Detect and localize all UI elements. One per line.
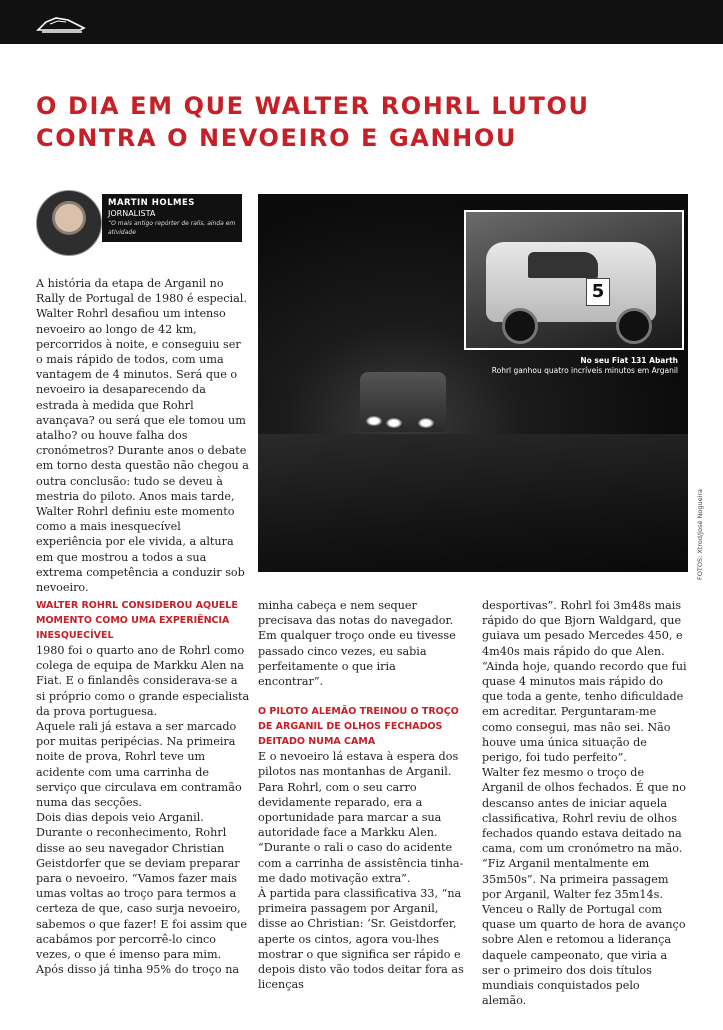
author-block <box>36 190 242 256</box>
subheading-1: WALTER ROHRL CONSIDEROU AQUELE MOMENTO COMO UMA EXPERIÊNCIA INESQUECÍVEL <box>36 600 238 641</box>
col2-paragraph-2: E o nevoeiro lá estava à espera dos pilotos nas montanhas de Arganil. Para Rohrl, com o seu carro devidamente reparado, era a oportunidade para marcar a sua autoridade face a Markku Alen. “Durante o rali o caso do acidente com a carrinha de assistência tinha-me dado motivação extra”. <box>258 750 464 885</box>
headlight-right <box>418 418 434 428</box>
author-info <box>102 194 242 242</box>
col1-paragraph-3: Dois dias depois veio Arganil. Durante o reconhecimento, Rohrl disse ao seu navegador Christian Geistdorfer que se deviam preparar para o nevoeiro. “Vamos fazer mais umas voltas ao troço para termos a certeza de que, caso surja nevoeiro, sabemos o que fazer! E foi assim que acabámos por percorrê-lo cinco vezes, o que é imenso para mim. Após disso já tinha 95% do troço na <box>36 811 248 977</box>
inset-car-window <box>528 252 598 278</box>
headlight-left <box>366 416 382 426</box>
col3-paragraph-1: desportivas”. Rohrl foi 3m48s mais rápido do que Bjorn Waldgard, que guiava um pesado Mercedes 450, e 4m40s mais rápido do que Alen. “Ainda hoje, quando recordo que fui quase 4 minutos mais rápido do que toda a gente, tenho dificuldade em acreditar. Perguntaram-me como consegui, mas não sei. Não houve uma única situação de perigo, foi tudo perfeito”. <box>482 599 687 765</box>
caption-text: Rohrl ganhou quatro incríveis minutos em Arganil <box>491 366 678 375</box>
inset-wheel-rear <box>616 308 652 344</box>
intro-paragraph: A história da etapa de Arganil no Rally de Portugal de 1980 é especial. Walter Rohrl desafiou um intenso nevoeiro ao longo de 42 km, percorridos à noite, e conseguiu ser o mais rápido de todos, com uma vantagem de 4 minutos. Será que o nevoeiro ia desaparecendo da estrada à medida que Rohrl avançava? ou será que ele tomou um atalho? ou houve falha dos cronómetros? Durante anos o debate em torno desta questão não chegou a outra conclusão: tudo se deveu à mestria do piloto. Anos mais tarde, Walter Rohrl definiu este momento como a mais inesquecível experiência por ele vivida, a altura em que mostrou a todos a sua extrema competência a conduzir sob nevoeiro. <box>36 277 249 595</box>
rally-night-photo <box>258 194 688 572</box>
inset-car-number: 5 <box>586 278 610 306</box>
column-2 <box>258 598 464 992</box>
inset-wheel-front <box>502 308 538 344</box>
col2-paragraph-1: minha cabeça e nem sequer precisava das notas do navegador. Em qualquer troço onde eu tivesse passado cinco vezes, eu sabia perfeitamente o que iria encontrar”. <box>258 599 456 689</box>
headlight-center <box>386 418 402 428</box>
photo-caption <box>492 356 678 376</box>
author-avatar <box>36 190 102 256</box>
author-role: JORNALISTA <box>108 209 156 218</box>
column-3 <box>482 598 687 1008</box>
header-bar <box>0 0 723 44</box>
column-1 <box>36 598 250 977</box>
author-name: MARTIN HOLMES <box>108 198 195 208</box>
photo-road <box>258 434 688 572</box>
col3-paragraph-2: Walter fez mesmo o troço de Arganil de olhos fechados. É que no descanso antes de iniciar aquela classificativa, Rohrl reviu de olhos fechados quando estava deitado na cama, com um cronómetro na mão. “Fiz Arganil mentalmente em 35m50s”. Na primeira passagem por Arganil, Walter fez 35m14s. Venceu o Rally de Portugal com quase um quarto de hora de avanço sobre Alen e retomou a liderança daquele campeonato, que viria a ser o primeiro dos dois títulos mundiais conquistados pelo alemão. <box>482 766 686 1008</box>
col1-paragraph-1: 1980 foi o quarto ano de Rohrl como colega de equipa de Markku Alen na Fiat. E o finlandês considerava-se a si próprio como o grande especialista da prova portuguesa. <box>36 644 250 718</box>
col2-paragraph-3: À partida para classificativa 33, “na primeira passagem por Arganil, disse ao Christian: ‘Sr. Geistdorfer, aperte os cintos, agora vou-lhes mostrar o que significa ser rápido e depois disto vão todos deitar fora as licenças <box>258 887 464 992</box>
author-description: “O mais antigo repórter de ralis, ainda em atividade <box>108 220 236 236</box>
photo-credit-text: FOTOS: Xtrod/José Nogueira <box>696 488 704 580</box>
caption-title: No seu Fiat 131 Abarth <box>580 356 678 365</box>
col1-paragraph-2: Aquele rali já estava a ser marcado por muitas peripécias. Na primeira noite de prova, Rohrl teve um acidente com uma carrinha de serviço que circulava em contramão numa das secções. <box>36 720 242 810</box>
subheading-2: O PILOTO ALEMÃO TREINOU O TROÇO DE ARGANIL DE OLHOS FECHADOS DEITADO NUMA CAMA <box>258 706 459 748</box>
article-title: O DIA EM QUE WALTER ROHRL LUTOU CONTRA O NEVOEIRO E GANHOU <box>36 92 590 152</box>
race-car-logo-icon <box>36 12 86 34</box>
inset-photo <box>464 210 684 350</box>
